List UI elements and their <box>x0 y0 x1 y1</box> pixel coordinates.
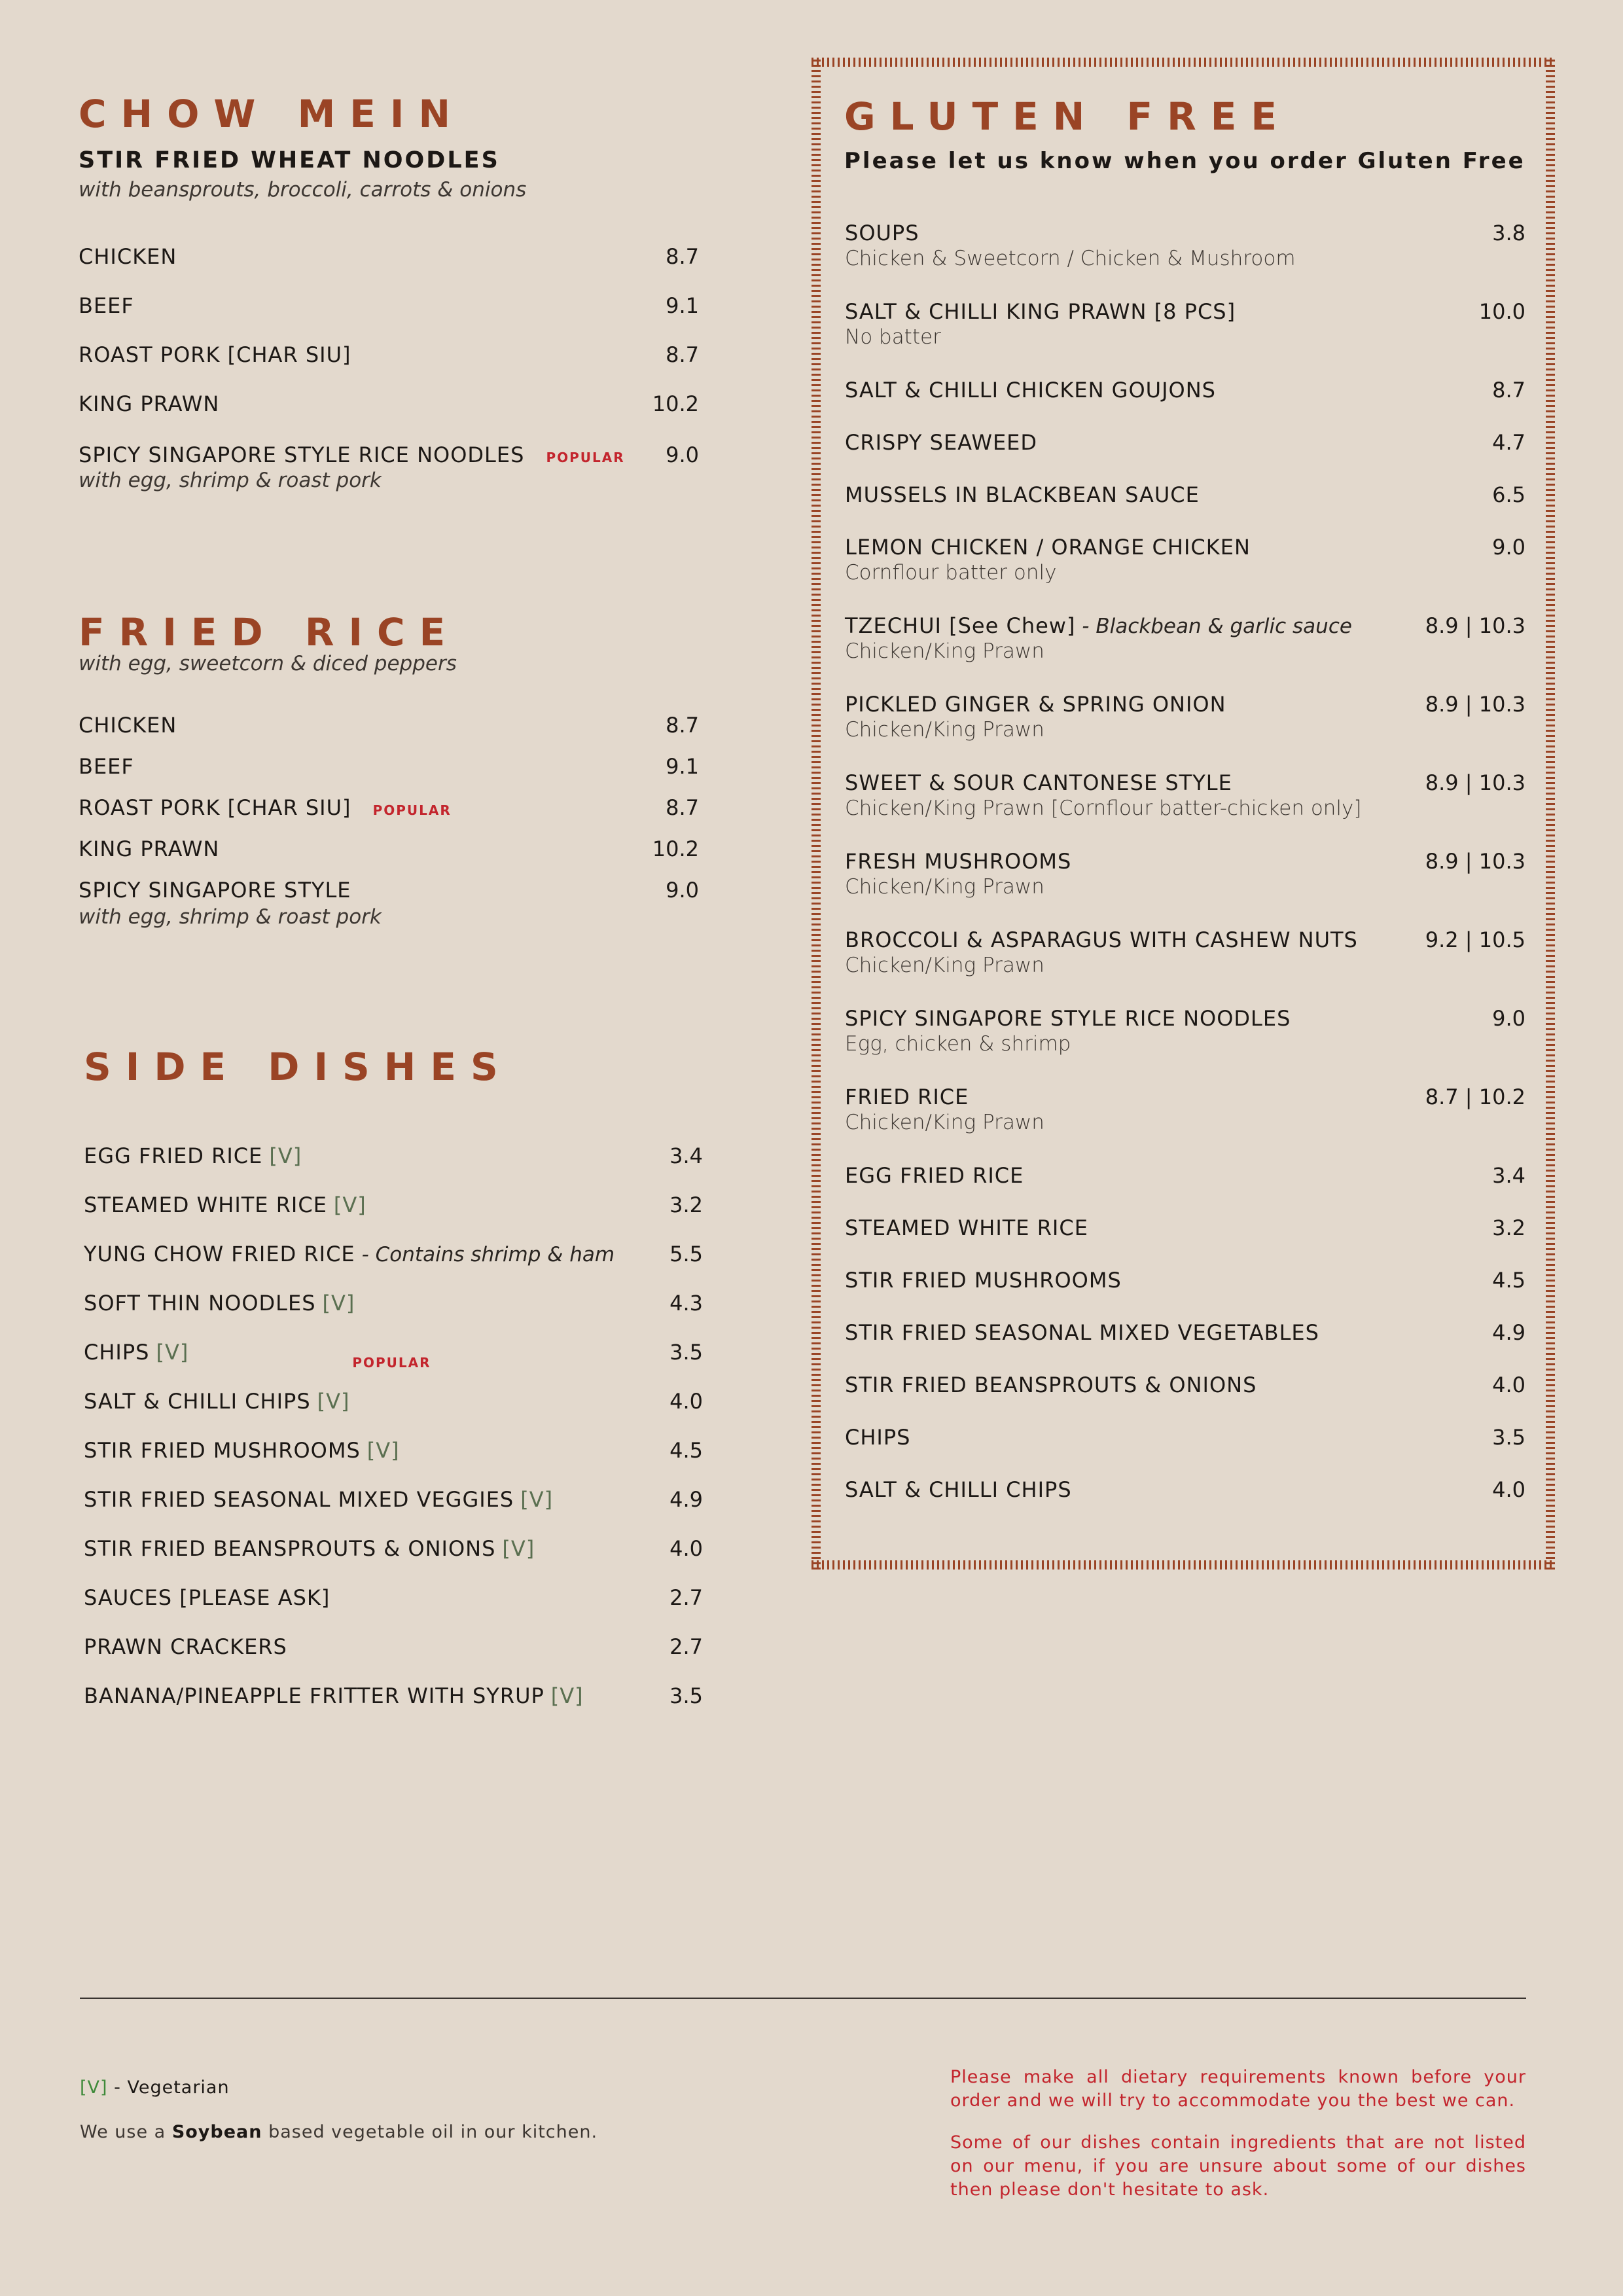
item-name: BEEF <box>79 754 134 779</box>
item-name-group <box>845 430 1037 455</box>
item-sub: Egg, chicken & shrimp <box>845 1032 1071 1056</box>
item-price: 9.0 <box>1492 1006 1525 1031</box>
side-dish-item <box>84 1193 703 1217</box>
item-name: EGG FRIED RICE <box>845 1163 1024 1188</box>
item-price: 4.7 <box>1492 430 1525 455</box>
popular-badge: POPULAR <box>546 450 625 465</box>
item-name: SAUCES [PLEASE ASK] <box>84 1585 330 1610</box>
item-name: STIR FRIED BEANSPROUTS & ONIONS <box>845 1372 1257 1397</box>
item-price: 4.5 <box>669 1438 703 1463</box>
item-name-group <box>84 1143 302 1168</box>
fried-rice-title: FRIED RICE <box>79 610 460 655</box>
item-name: STIR FRIED MUSHROOMS <box>845 1268 1122 1293</box>
gluten-free-subtitle: Please let us know when you order Gluten Free <box>844 148 1525 174</box>
item-name: TZECHUI [See Chew] <box>845 613 1076 638</box>
side-dish-item <box>84 1683 703 1708</box>
item-name-group <box>845 378 1216 403</box>
item-price: 4.9 <box>669 1487 703 1512</box>
gluten-free-item <box>845 849 1525 874</box>
item-name-group <box>845 1477 1072 1502</box>
chow-mein-subtitle: STIR FRIED WHEAT NOODLES <box>79 147 500 173</box>
item-name: STIR FRIED SEASONAL MIXED VEGGIES <box>84 1487 514 1512</box>
gluten-free-title: GLUTEN FREE <box>844 94 1292 139</box>
gluten-free-item <box>845 1215 1525 1240</box>
gluten-free-item <box>845 299 1525 324</box>
item-name: SALT & CHILLI KING PRAWN [8 PCS] <box>845 299 1236 324</box>
item-name-group <box>845 1215 1088 1240</box>
item-price: 8.9 | 10.3 <box>1425 613 1525 638</box>
oil-note <box>80 2122 597 2142</box>
item-name-group <box>845 1268 1122 1293</box>
menu-item <box>79 713 699 738</box>
item-name-group <box>845 535 1251 560</box>
item-note: - Contains shrimp & ham <box>361 1243 615 1266</box>
item-sub: Chicken/King Prawn <box>845 718 1044 742</box>
item-name: CRISPY SEAWEED <box>845 430 1038 455</box>
item-price: 4.3 <box>669 1291 703 1316</box>
vegetarian-tag: [V] <box>317 1389 350 1414</box>
item-price: 5.5 <box>669 1242 703 1266</box>
frame-left <box>812 58 821 1570</box>
item-name-group <box>845 1006 1291 1031</box>
gluten-free-item <box>845 1477 1525 1502</box>
item-name: FRIED RICE <box>845 1085 969 1109</box>
side-dish-item <box>84 1634 703 1659</box>
item-name: SWEET & SOUR CANTONESE STYLE <box>845 770 1232 795</box>
item-price: 8.9 | 10.3 <box>1425 692 1525 717</box>
menu-item <box>79 754 699 779</box>
vegetarian-tag: [V] <box>502 1536 535 1561</box>
ingredients-note: Some of our dishes contain ingredients that are not listed on our menu, if you are unsure about some of our dishes then please don't hesitate to ask. <box>950 2132 1526 2200</box>
item-price: 9.1 <box>666 293 699 318</box>
item-price: 2.7 <box>669 1585 703 1610</box>
gluten-free-item <box>845 770 1525 795</box>
menu-item <box>79 293 699 318</box>
menu-item <box>79 836 699 861</box>
item-name-group <box>79 442 625 467</box>
menu-item <box>79 442 699 467</box>
item-price: 8.9 | 10.3 <box>1425 849 1525 874</box>
item-name: SALT & CHILLI CHIPS <box>845 1477 1072 1502</box>
gluten-free-item <box>845 378 1525 403</box>
gluten-free-item <box>845 430 1525 455</box>
side-dish-item <box>84 1487 703 1512</box>
item-name-group <box>84 1536 535 1561</box>
item-name: SALT & CHILLI CHICKEN GOUJONS <box>845 378 1216 403</box>
side-dish-item <box>84 1340 703 1371</box>
item-name-group <box>845 299 1236 324</box>
vegetarian-tag: [V] <box>156 1340 189 1365</box>
veg-legend <box>80 2077 230 2098</box>
veg-tag: [V] <box>80 2077 108 2098</box>
item-name: SPICY SINGAPORE STYLE RICE NOODLES <box>79 442 525 467</box>
frame-bottom <box>812 1560 1555 1570</box>
menu-item <box>79 878 699 903</box>
item-name-group <box>84 1438 400 1463</box>
gluten-free-item <box>845 535 1525 560</box>
footer-divider <box>80 1998 1526 1999</box>
item-name: CHIPS <box>845 1425 911 1450</box>
item-name-group <box>845 692 1226 717</box>
item-price: 3.5 <box>669 1340 703 1365</box>
item-name-group <box>845 1163 1024 1188</box>
item-price: 3.2 <box>669 1193 703 1217</box>
menu-item <box>79 795 699 820</box>
item-price: 8.7 | 10.2 <box>1425 1085 1525 1109</box>
gluten-free-item <box>845 1372 1525 1397</box>
item-price: 4.0 <box>1492 1477 1525 1502</box>
item-price: 8.7 <box>666 244 699 269</box>
vegetarian-tag: [V] <box>333 1193 366 1217</box>
item-desc: with egg, shrimp & roast pork <box>79 905 382 929</box>
item-price: 9.0 <box>666 878 699 903</box>
item-price: 3.5 <box>669 1683 703 1708</box>
item-name: KING PRAWN <box>79 391 220 416</box>
item-name-group <box>845 1320 1319 1345</box>
vegetarian-tag: [V] <box>550 1683 584 1708</box>
vegetarian-tag: [V] <box>366 1438 400 1463</box>
item-name: MUSSELS IN BLACKBEAN SAUCE <box>845 482 1200 507</box>
item-name: STIR FRIED SEASONAL MIXED VEGETABLES <box>845 1320 1319 1345</box>
item-name: EGG FRIED RICE <box>84 1143 263 1168</box>
vegetarian-tag: [V] <box>269 1143 302 1168</box>
fried-rice-desc: with egg, sweetcorn & diced peppers <box>79 652 457 675</box>
item-name: CHICKEN <box>79 244 177 269</box>
gluten-free-item <box>845 482 1525 507</box>
item-name: KING PRAWN <box>79 836 220 861</box>
gluten-free-item <box>845 927 1525 952</box>
item-name: CHIPS <box>84 1340 150 1365</box>
item-price: 2.7 <box>669 1634 703 1659</box>
item-name-group <box>84 1193 366 1217</box>
item-name-group <box>845 1372 1257 1397</box>
item-price: 4.0 <box>669 1536 703 1561</box>
gluten-free-item <box>845 221 1525 245</box>
frame-top <box>812 58 1555 67</box>
side-dish-item <box>84 1438 703 1463</box>
gluten-free-item <box>845 1085 1525 1109</box>
item-name: CHICKEN <box>79 713 177 738</box>
item-name-group <box>845 613 1352 638</box>
item-price: 3.4 <box>1492 1163 1525 1188</box>
item-name-group <box>84 1487 553 1512</box>
item-name-group <box>84 1634 287 1659</box>
item-name: STIR FRIED BEANSPROUTS & ONIONS <box>84 1536 496 1561</box>
item-sub: Cornflour batter only <box>845 561 1057 584</box>
item-name-group <box>84 1389 349 1414</box>
vegetarian-tag: [V] <box>322 1291 355 1316</box>
item-sub: Chicken & Sweetcorn / Chicken & Mushroom <box>845 247 1296 270</box>
item-price: 4.5 <box>1492 1268 1525 1293</box>
item-name-group <box>845 482 1200 507</box>
popular-badge: POPULAR <box>372 802 452 818</box>
item-name: SPICY SINGAPORE STYLE RICE NOODLES <box>845 1006 1291 1031</box>
gluten-free-item <box>845 1320 1525 1345</box>
item-price: 3.2 <box>1492 1215 1525 1240</box>
gluten-free-item <box>845 1006 1525 1031</box>
item-name: PRAWN CRACKERS <box>84 1634 287 1659</box>
item-name: ROAST PORK [CHAR SIU] <box>79 795 351 820</box>
item-name-group <box>845 927 1358 952</box>
gluten-free-item <box>845 613 1525 638</box>
side-dish-item <box>84 1242 703 1266</box>
item-note: - Blackbean & garlic sauce <box>1075 615 1352 638</box>
oil-note-post: based vegetable oil in our kitchen. <box>262 2122 598 2142</box>
item-name-group <box>845 221 919 245</box>
gluten-free-item <box>845 1425 1525 1450</box>
oil-note-pre: We use a <box>80 2122 172 2142</box>
item-price: 4.0 <box>1492 1372 1525 1397</box>
item-sub: Chicken/King Prawn <box>845 954 1044 977</box>
item-name: BROCCOLI & ASPARAGUS WITH CASHEW NUTS <box>845 927 1358 952</box>
vegetarian-tag: [V] <box>520 1487 554 1512</box>
item-name-group <box>84 1683 584 1708</box>
item-name-group <box>84 1340 431 1371</box>
item-price: 8.9 | 10.3 <box>1425 770 1525 795</box>
item-price: 8.7 <box>666 795 699 820</box>
item-desc: with egg, shrimp & roast pork <box>79 469 382 492</box>
menu-item <box>79 391 699 416</box>
popular-badge: POPULAR <box>352 1355 431 1371</box>
item-name-group <box>84 1585 330 1610</box>
side-dish-item <box>84 1536 703 1561</box>
item-name: BEEF <box>79 293 134 318</box>
side-dish-item <box>84 1389 703 1414</box>
oil-note-bold: Soybean <box>171 2122 262 2142</box>
item-price: 9.2 | 10.5 <box>1425 927 1525 952</box>
item-name-group <box>84 1242 615 1266</box>
side-dish-item <box>84 1143 703 1168</box>
menu-item <box>79 342 699 367</box>
item-name: SOFT THIN NOODLES <box>84 1291 316 1316</box>
item-price: 8.7 <box>666 342 699 367</box>
item-name: PICKLED GINGER & SPRING ONION <box>845 692 1226 717</box>
item-price: 8.7 <box>1492 378 1525 403</box>
item-name-group <box>845 849 1071 874</box>
item-name: ROAST PORK [CHAR SIU] <box>79 342 351 367</box>
dietary-note: Please make all dietary requirements known before your order and we will try to accommodate you the best we can. <box>950 2067 1526 2111</box>
item-price: 10.2 <box>652 836 699 861</box>
item-price: 6.5 <box>1492 482 1525 507</box>
side-dish-item <box>84 1585 703 1610</box>
chow-mein-title: CHOW MEIN <box>79 92 465 136</box>
veg-label: - Vegetarian <box>114 2077 230 2098</box>
side-dish-item <box>84 1291 703 1316</box>
item-price: 10.2 <box>652 391 699 416</box>
item-price: 3.5 <box>1492 1425 1525 1450</box>
item-name-group <box>845 1425 910 1450</box>
chow-mein-desc: with beansprouts, broccoli, carrots & onions <box>79 178 527 202</box>
frame-right <box>1546 58 1555 1570</box>
item-price: 9.0 <box>1492 535 1525 560</box>
item-price: 3.4 <box>669 1143 703 1168</box>
gluten-free-item <box>845 692 1525 717</box>
item-name-group <box>845 1085 969 1109</box>
item-name-group <box>84 1291 355 1316</box>
item-name: STIR FRIED MUSHROOMS <box>84 1438 361 1463</box>
item-name: STEAMED WHITE RICE <box>84 1193 327 1217</box>
item-name: SPICY SINGAPORE STYLE <box>79 878 351 903</box>
menu-item <box>79 244 699 269</box>
item-sub: Chicken/King Prawn [Cornflour batter-chicken only] <box>845 797 1362 820</box>
gluten-free-item <box>845 1163 1525 1188</box>
item-sub: Chicken/King Prawn <box>845 875 1044 899</box>
item-price: 4.9 <box>1492 1320 1525 1345</box>
item-name: SOUPS <box>845 221 919 245</box>
item-price: 9.1 <box>666 754 699 779</box>
item-price: 8.7 <box>666 713 699 738</box>
item-price: 3.8 <box>1492 221 1525 245</box>
item-name: LEMON CHICKEN / ORANGE CHICKEN <box>845 535 1251 560</box>
side-dishes-title: SIDE DISHES <box>84 1045 512 1089</box>
gluten-free-item <box>845 1268 1525 1293</box>
item-sub: No batter <box>845 325 941 349</box>
item-sub: Chicken/King Prawn <box>845 639 1044 663</box>
item-price: 9.0 <box>666 442 699 467</box>
item-price: 4.0 <box>669 1389 703 1414</box>
item-name: FRESH MUSHROOMS <box>845 849 1072 874</box>
item-name: STEAMED WHITE RICE <box>845 1215 1088 1240</box>
item-name-group <box>845 770 1232 795</box>
item-price: 10.0 <box>1478 299 1525 324</box>
item-name: YUNG CHOW FRIED RICE <box>84 1242 355 1266</box>
item-name: SALT & CHILLI CHIPS <box>84 1389 311 1414</box>
item-sub: Chicken/King Prawn <box>845 1111 1044 1134</box>
item-name-group <box>79 795 452 820</box>
item-name: BANANA/PINEAPPLE FRITTER WITH SYRUP <box>84 1683 544 1708</box>
